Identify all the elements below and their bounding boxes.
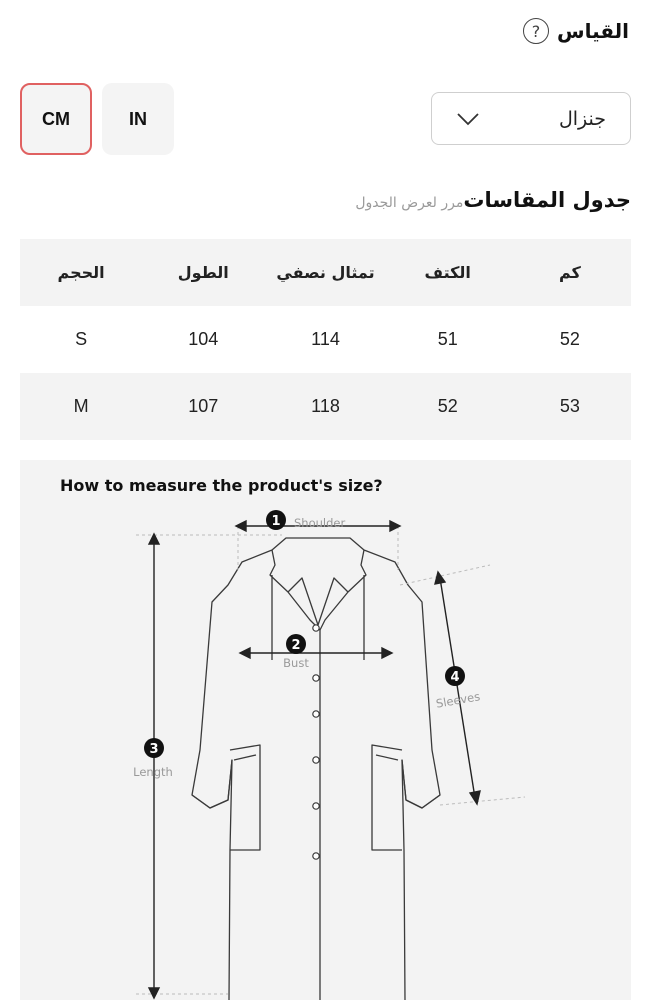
size-chart-title: جدول المقاسات [463,188,631,212]
size-system-value: جنزال [558,107,606,130]
cell-size: S [75,329,88,349]
cell-bust: 118 [311,396,340,416]
marker-number: 1 [271,514,281,529]
length-label: Length [133,765,173,779]
marker-number: 2 [291,638,301,653]
size-title: القياس [556,19,629,43]
column-header-shoulder: الكتف [424,263,471,282]
cell-sleeve: 52 [559,329,580,349]
shoulder-label: Shoulder [294,516,346,530]
column-header-sleeve: كم [558,263,581,282]
size-system-dropdown[interactable] [431,92,631,145]
unit-cm-button[interactable]: CM [20,83,92,155]
cell-length: 104 [188,329,219,349]
bust-marker [283,634,309,670]
size-table [20,239,631,440]
measure-guide-title: How to measure the product's size? [60,476,383,495]
cell-shoulder: 52 [437,396,458,416]
coat-diagram [20,460,631,1000]
column-header-bust: تمثال نصفي [276,263,375,282]
marker-number: 3 [149,742,159,757]
sleeves-label: Sleeves [434,689,482,711]
cell-size: M [73,396,89,416]
shoulder-marker [266,510,345,530]
column-header-length: الطول [177,263,229,282]
cell-bust: 114 [311,329,340,349]
cell-length: 107 [188,396,219,416]
column-header-size: الحجم [57,263,105,282]
bust-label: Bust [283,656,309,670]
table-row [20,306,631,373]
scroll-hint: مرر لعرض الجدول [355,195,464,211]
size-header [523,18,629,44]
length-marker [133,738,173,779]
table-row [20,373,631,440]
table-header-row [20,239,631,306]
chevron-down-icon [456,112,480,126]
cell-sleeve: 53 [559,396,580,416]
size-chart-heading [355,188,631,212]
cell-shoulder: 51 [437,329,458,349]
marker-number: 4 [450,670,460,685]
question-circle-icon[interactable]: ? [523,18,549,44]
measure-guide [20,460,631,1000]
unit-in-button[interactable]: IN [102,83,174,155]
